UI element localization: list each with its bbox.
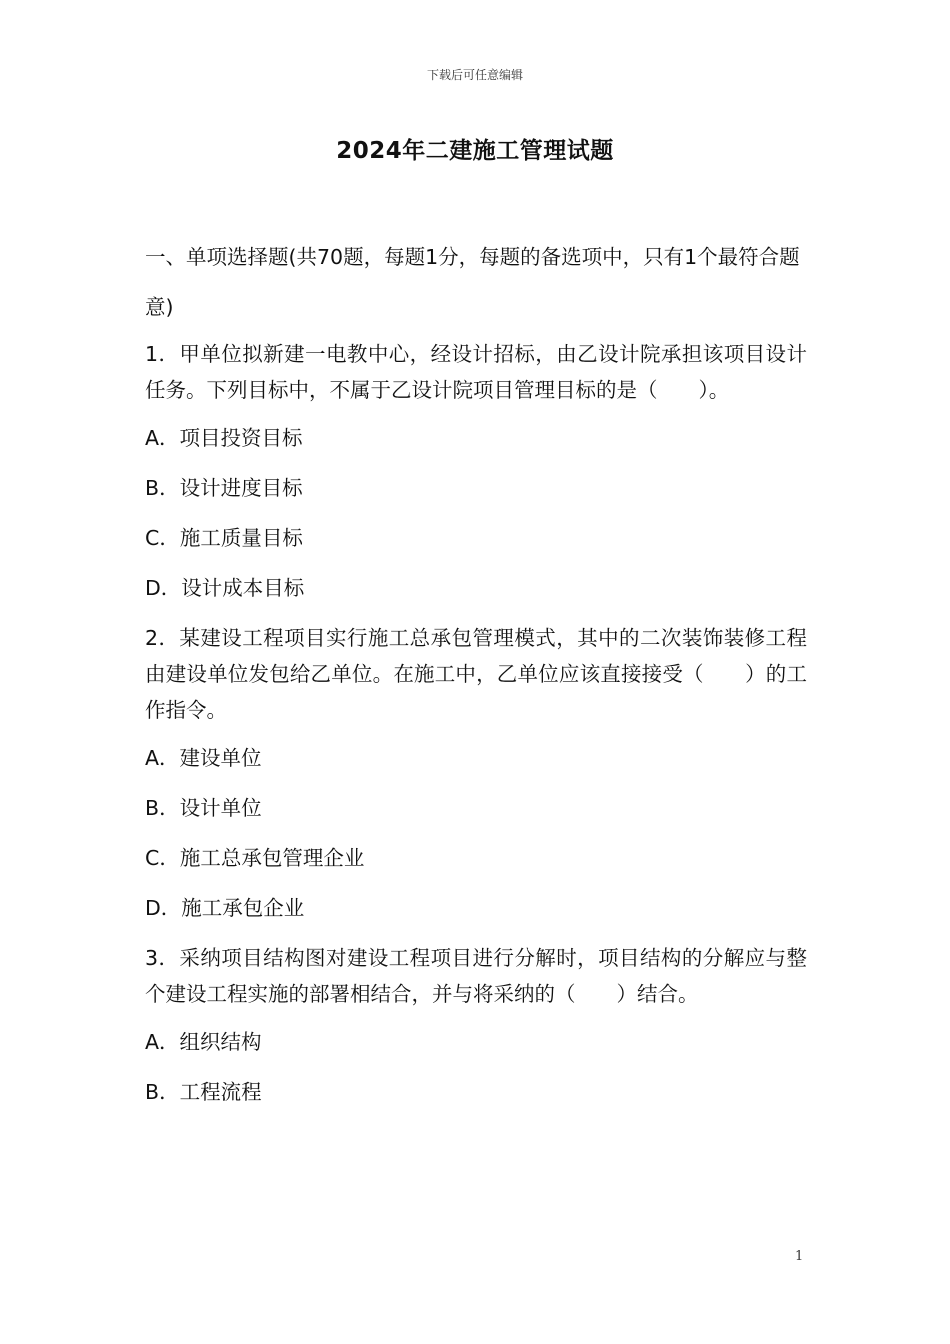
- question-stem: 1．甲单位拟新建一电教中心，经设计招标，由乙设计院承担该项目设计任务。下列目标中，不属于乙设计院项目管理目标的是（ ）。: [145, 342, 807, 402]
- option-a: A．组织结构: [145, 1030, 262, 1054]
- option-a: A．项目投资目标: [145, 426, 303, 450]
- option-b: B．设计进度目标: [145, 476, 303, 500]
- question-3: [145, 940, 807, 1110]
- question-stem: 3．采纳项目结构图对建设工程项目进行分解时，项目结构的分解应与整个建设工程实施的部署相结合，并与将采纳的（ ）结合。: [145, 946, 807, 1006]
- question-1: [145, 336, 807, 606]
- question-2: [145, 620, 807, 926]
- option-c: C．施工总承包管理企业: [145, 846, 365, 870]
- option-b: B．工程流程: [145, 1080, 262, 1104]
- option-b: B．设计单位: [145, 796, 262, 820]
- option-d: D．设计成本目标: [145, 576, 305, 600]
- page-title: 2024年二建施工管理试题: [336, 138, 614, 164]
- option-a: A．建设单位: [145, 746, 262, 770]
- option-c: C．施工质量目标: [145, 526, 303, 550]
- header-note: 下载后可任意编辑: [426, 68, 523, 82]
- page-number: 1: [795, 1249, 804, 1264]
- option-d: D．施工承包企业: [145, 896, 305, 920]
- section-heading: 一、单项选择题(共70题，每题1分，每题的备选项中，只有1个最符合题意): [145, 245, 800, 319]
- document-body: [145, 232, 807, 1124]
- question-stem: 2．某建设工程项目实行施工总承包管理模式，其中的二次装饰装修工程由建设单位发包给乙单位。在施工中，乙单位应该直接接受（ ）的工作指令。: [145, 626, 807, 722]
